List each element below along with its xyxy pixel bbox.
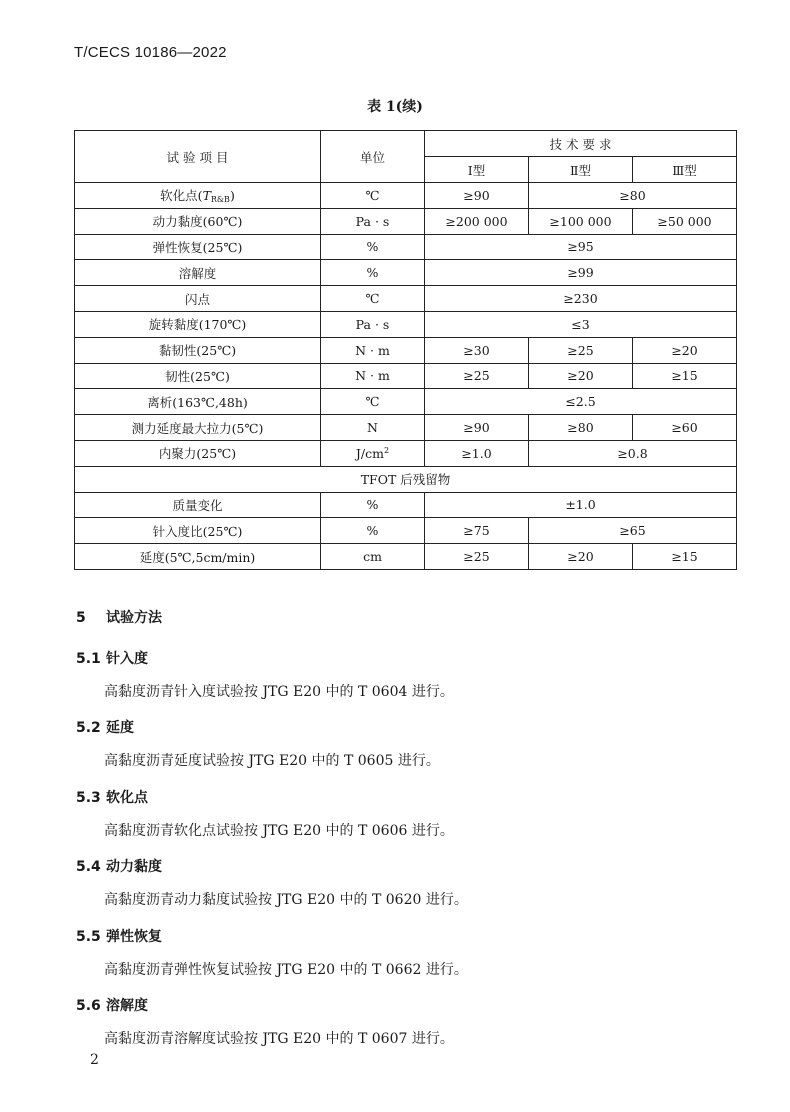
header-unit: 单位 [321, 131, 425, 183]
cell-unit: Pa · s [321, 208, 425, 234]
section-heading-5-5: 5.5 弹性恢复 [76, 929, 162, 945]
section-text-5-3: 高黏度沥青软化点试验按 JTG E20 中的 T 0606 进行。 [104, 823, 454, 839]
cell-item: 内聚力(25℃) [75, 440, 321, 466]
table-row [75, 208, 737, 234]
cell-type-2: ≥100 000 [529, 208, 633, 234]
cell-unit: % [321, 492, 425, 518]
section-heading-5-3: 5.3 软化点 [76, 790, 148, 806]
cell-item: 质量变化 [75, 492, 321, 518]
cell-type-1: ≥75 [425, 518, 529, 544]
header-tech-requirements: 技 术 要 求 [425, 131, 737, 157]
cell-item: 弹性恢复(25℃) [75, 234, 321, 260]
cell-item: 溶解度 [75, 260, 321, 286]
section-text-5-6: 高黏度沥青溶解度试验按 JTG E20 中的 T 0607 进行。 [104, 1031, 454, 1047]
cell-unit: % [321, 518, 425, 544]
table-row [75, 518, 737, 544]
cell-unit: ℃ [321, 183, 425, 209]
cell-item: 测力延度最大拉力(5℃) [75, 415, 321, 441]
table-row [75, 260, 737, 286]
cell-type-2-3: ≥0.8 [529, 440, 737, 466]
cell-type-2-3: ≥80 [529, 183, 737, 209]
cell-item: 离析(163℃,48h) [75, 389, 321, 415]
cell-type-1: ≥90 [425, 415, 529, 441]
cell-item: 韧性(25℃) [75, 363, 321, 389]
cell-item: 旋转黏度(170℃) [75, 311, 321, 337]
table-row [75, 440, 737, 466]
cell-unit: % [321, 234, 425, 260]
cell-type-2: ≥25 [529, 337, 633, 363]
cell-type-1: ≥25 [425, 363, 529, 389]
table-caption: 表 1(续) [367, 99, 423, 115]
cell-item: 针入度比(25℃) [75, 518, 321, 544]
table-row [75, 492, 737, 518]
cell-type-1: ≥25 [425, 544, 529, 570]
cell-unit: % [321, 260, 425, 286]
section-text-5-4: 高黏度沥青动力黏度试验按 JTG E20 中的 T 0620 进行。 [104, 892, 468, 908]
cell-unit: cm [321, 544, 425, 570]
cell-all-types: ±1.0 [425, 492, 737, 518]
cell-type-3: ≥15 [633, 544, 737, 570]
cell-unit: N · m [321, 337, 425, 363]
cell-type-1: ≥1.0 [425, 440, 529, 466]
table-row [75, 389, 737, 415]
section-heading-5-2: 5.2 延度 [76, 720, 134, 736]
cell-type-1: ≥90 [425, 183, 529, 209]
header-test-item: 试 验 项 目 [75, 131, 321, 183]
section-text-5-1: 高黏度沥青针入度试验按 JTG E20 中的 T 0604 进行。 [104, 684, 454, 700]
table-section-row [75, 466, 737, 492]
page-number: 2 [90, 1052, 99, 1068]
table-row [75, 415, 737, 441]
table-row [75, 544, 737, 570]
header-type-1: Ⅰ型 [425, 157, 529, 183]
cell-type-2: ≥20 [529, 363, 633, 389]
cell-section-tfot: TFOT 后残留物 [75, 466, 737, 492]
cell-item: 软化点$(T_{R\&B})$ [75, 183, 321, 209]
cell-unit: Pa · s [321, 311, 425, 337]
table-row [75, 337, 737, 363]
table-row [75, 183, 737, 209]
cell-type-3: ≥60 [633, 415, 737, 441]
cell-type-3: ≥20 [633, 337, 737, 363]
cell-unit: ℃ [321, 389, 425, 415]
document-code: T/CECS 10186—2022 [74, 44, 227, 61]
cell-type-2-3: ≥65 [529, 518, 737, 544]
cell-type-2: ≥80 [529, 415, 633, 441]
header-type-3: Ⅲ型 [633, 157, 737, 183]
section-text-5-2: 高黏度沥青延度试验按 JTG E20 中的 T 0605 进行。 [104, 753, 440, 769]
spec-table [74, 130, 737, 570]
cell-item: 黏韧性(25℃) [75, 337, 321, 363]
cell-type-3: ≥50 000 [633, 208, 737, 234]
cell-item: 延度(5℃,5cm/min) [75, 544, 321, 570]
cell-all-types: ≤2.5 [425, 389, 737, 415]
table-row [75, 363, 737, 389]
header-type-2: Ⅱ型 [529, 157, 633, 183]
cell-item: 动力黏度(60℃) [75, 208, 321, 234]
cell-all-types: ≥99 [425, 260, 737, 286]
cell-unit: N · m [321, 363, 425, 389]
cell-unit: ℃ [321, 286, 425, 312]
section-heading-5-6: 5.6 溶解度 [76, 998, 148, 1014]
cell-all-types: ≥230 [425, 286, 737, 312]
section-text-5-5: 高黏度沥青弹性恢复试验按 JTG E20 中的 T 0662 进行。 [104, 962, 468, 978]
cell-type-1: ≥200 000 [425, 208, 529, 234]
cell-unit: $J/cm^2$ [321, 440, 425, 466]
section-heading-5-4: 5.4 动力黏度 [76, 859, 162, 875]
section-heading-5-1: 5.1 针入度 [76, 651, 148, 667]
table-row [75, 286, 737, 312]
cell-all-types: ≤3 [425, 311, 737, 337]
cell-type-1: ≥30 [425, 337, 529, 363]
section-heading-5: 5 试验方法 [76, 610, 162, 626]
cell-all-types: ≥95 [425, 234, 737, 260]
cell-unit: N [321, 415, 425, 441]
table-row [75, 311, 737, 337]
cell-type-3: ≥15 [633, 363, 737, 389]
cell-type-2: ≥20 [529, 544, 633, 570]
table-row [75, 234, 737, 260]
cell-item: 闪点 [75, 286, 321, 312]
